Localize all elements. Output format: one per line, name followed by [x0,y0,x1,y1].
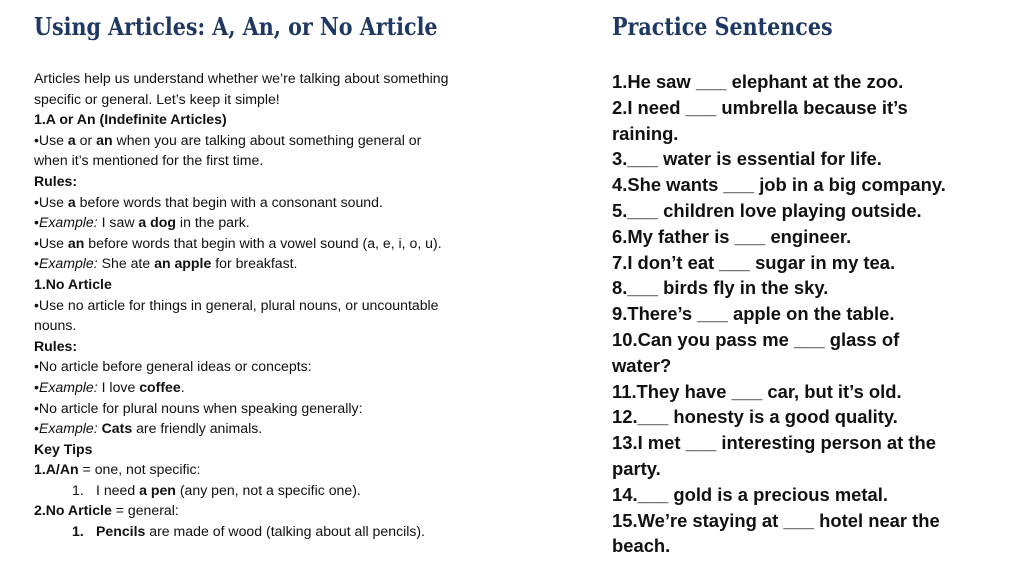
rule-line: •No article for plural nouns when speaking generally: [34,399,363,416]
intro-line: specific or general. Let’s keep it simple! [34,90,280,107]
usage-line: •Use no article for things in general, plural nouns, or uncountable [34,296,439,313]
practice-sentences-list [612,69,992,559]
practice-sentence-line: water? [612,354,672,376]
practice-sentence-line: 5.___ children love playing outside. [612,199,922,221]
example-line: •Example: I saw a dog in the park. [34,214,250,231]
practice-sentence-line: raining. [612,122,679,144]
rules-label: Rules: [34,337,78,354]
section-heading: 1.No Article [34,275,112,292]
practice-sentence-line: 6.My father is ___ engineer. [612,225,852,247]
practice-sentence-line: beach. [612,535,671,557]
tip-subline: 1. Pencils are made of wood (talking about all pencils). [72,523,426,540]
practice-sentence-line: 2.I need ___ umbrella because it’s [612,96,908,118]
example-line: •Example: Cats are friendly animals. [34,420,263,437]
usage-line: when it’s mentioned for the first time. [34,152,264,169]
practice-sentence-line: party. [612,457,661,479]
left-title: Using Articles: A, An, or No Article [34,12,438,41]
practice-sentence-line: 11.They have ___ car, but it’s old. [612,380,902,402]
usage-line: •Use a or an when you are talking about something general or [34,131,422,148]
practice-sentence-line: 15.We’re staying at ___ hotel near the [612,509,940,531]
right-title: Practice Sentences [612,12,833,41]
example-line: •Example: I love coffee. [34,378,185,395]
intro-line: Articles help us understand whether we’re talking about something [34,70,449,86]
rules-label: Rules: [34,172,78,189]
practice-sentence-line: 4.She wants ___ job in a big company. [612,174,946,196]
tip-line: 1.A/An = one, not specific: [34,461,201,478]
tip-line: 2.No Article = general: [34,502,179,519]
section-heading: 1.A or An (Indefinite Articles) [34,111,227,128]
rule-line: •Use an before words that begin with a vowel sound (a, e, i, o, u). [34,234,442,251]
practice-sentence-line: 1.He saw ___ elephant at the zoo. [612,71,904,92]
rule-line: •Use a before words that begin with a consonant sound. [34,193,383,210]
practice-sentence-line: 13.I met ___ interesting person at the [612,432,936,454]
practice-sentence-line: 10.Can you pass me ___ glass of [612,328,900,350]
practice-sentence-line: 8.___ birds fly in the sky. [612,277,829,299]
usage-line: nouns. [34,317,77,334]
articles-explanation [34,68,534,542]
tip-subline: 1. I need a pen (any pen, not a specific one). [72,481,361,498]
practice-sentence-line: 9.There’s ___ apple on the table. [612,303,895,325]
rule-line: •No article before general ideas or concepts: [34,358,312,375]
section-heading: Key Tips [34,440,93,457]
practice-sentence-line: 12.___ honesty is a good quality. [612,406,898,428]
practice-sentence-line: 3.___ water is essential for life. [612,148,882,170]
example-line: •Example: She ate an apple for breakfast. [34,255,298,272]
practice-sentence-line: 14.___ gold is a precious metal. [612,483,888,505]
practice-sentence-line: 7.I don’t eat ___ sugar in my tea. [612,251,896,273]
